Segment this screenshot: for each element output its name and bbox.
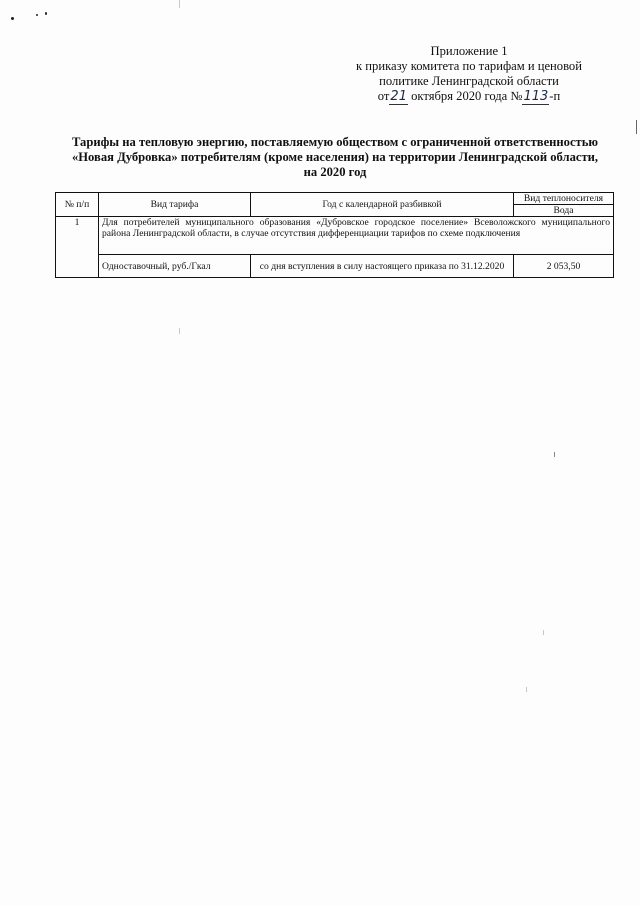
date-prefix: от: [377, 89, 390, 103]
handwritten-order-number: 113: [523, 89, 549, 104]
appendix-title: Приложение 1: [430, 44, 508, 58]
header-year: Год с календарной разбивкой: [251, 193, 514, 217]
row-number: 1: [56, 217, 99, 278]
handwritten-day: 21: [390, 89, 407, 104]
scan-speck: [36, 14, 38, 16]
scan-mark: [526, 687, 527, 692]
header-num: № п/п: [56, 193, 99, 217]
date-middle: октября 2020 года №: [411, 89, 523, 103]
table-header-row: [56, 193, 614, 205]
scan-speck: [45, 12, 47, 15]
scan-mark: [554, 452, 555, 457]
document-title: [50, 135, 620, 180]
scan-speck: [11, 17, 14, 20]
row-description: Для потребителей муниципального образования «Дубровское городское поселение» Всеволожского муниципального района Ленинградской области, в случае отсутствия дифференциации тарифов по схеме подключения: [99, 217, 614, 255]
tariff-value-cell: 2 053,50: [514, 255, 614, 278]
order-suffix: -п: [549, 89, 561, 103]
tariff-type-cell: Одноставочный, руб./Гкал: [99, 255, 251, 278]
tariff-table: [55, 192, 614, 278]
header-tariff-type: Вид тарифа: [99, 193, 251, 217]
table-row: [56, 255, 614, 278]
header-water: Вода: [514, 205, 614, 217]
appendix-date-line: [334, 89, 604, 104]
table-row: [56, 217, 614, 255]
scan-mark: [636, 120, 637, 134]
title-line-1: Тарифы на тепловую энергию, поставляемую обществом с ограниченной ответственностью: [71, 135, 599, 149]
header-carrier: Вид теплоносителя: [514, 193, 614, 205]
scan-mark: [543, 630, 544, 635]
scan-mark: [179, 0, 180, 8]
title-line-3: на 2020 год: [303, 165, 367, 179]
period-cell: со дня вступления в силу настоящего приказа по 31.12.2020: [251, 255, 514, 278]
appendix-header: [334, 44, 604, 104]
appendix-committee: политике Ленинградской области: [379, 74, 559, 88]
scan-mark: [179, 328, 180, 334]
appendix-order-ref: к приказу комитета по тарифам и ценовой: [356, 59, 582, 73]
title-line-2: «Новая Дубровка» потребителям (кроме населения) на территории Ленинградской области,: [71, 150, 599, 164]
